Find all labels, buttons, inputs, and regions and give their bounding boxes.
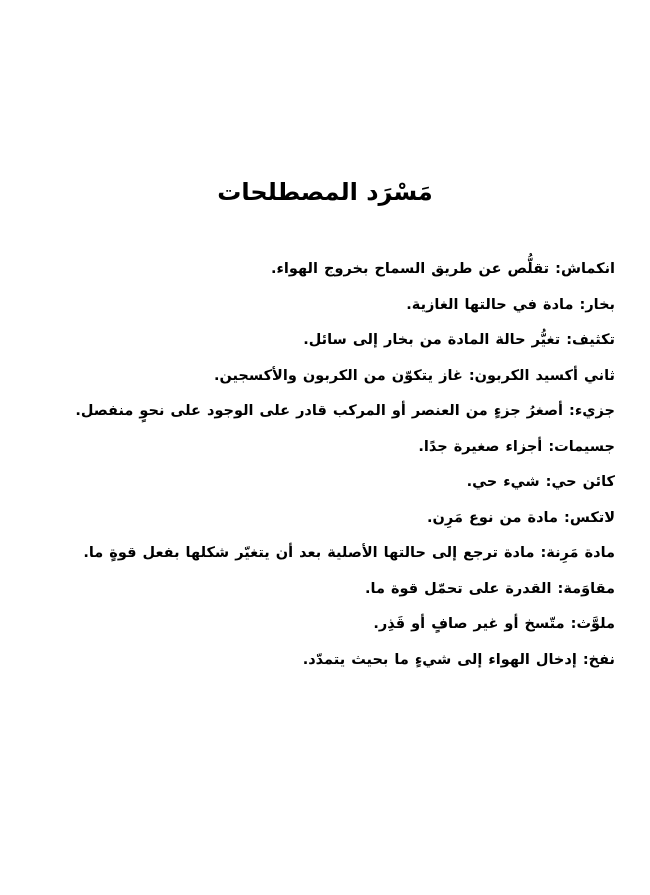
glossary-entry xyxy=(40,501,615,537)
glossary-term: مقاوَمة xyxy=(563,580,615,597)
glossary-definition: تغيُّر حالة المادة من بخار إلى سائل. xyxy=(303,332,561,348)
glossary-term: كائن حي xyxy=(551,474,615,490)
glossary-entry xyxy=(40,465,615,501)
term-separator: : xyxy=(542,438,555,455)
term-separator: : xyxy=(562,403,575,419)
glossary-term: جزيء xyxy=(574,403,615,419)
glossary-term: انكماش xyxy=(560,261,615,277)
glossary-entry xyxy=(40,643,615,679)
glossary-entry xyxy=(40,572,615,608)
glossary-entry xyxy=(40,323,615,359)
glossary-definition: أجزاء صغيرة جدًا. xyxy=(418,438,543,455)
glossary-term: نفخ xyxy=(588,651,615,668)
term-separator: : xyxy=(549,261,561,277)
glossary-entry xyxy=(40,252,615,288)
glossary-definition: مادة ترجع إلى حالتها الأصلية بعد أن يتغيّر شكلها بفعل قوةٍ ما. xyxy=(83,545,535,561)
glossary-entry xyxy=(40,430,615,466)
term-separator: : xyxy=(557,509,570,526)
term-separator: : xyxy=(560,332,573,348)
glossary-entry xyxy=(40,359,615,395)
glossary-list xyxy=(40,252,615,678)
glossary-definition: أصغرُ جزءٍ من العنصر أو المركب قادر على الوجود على نحوٍ منفصل. xyxy=(75,403,563,419)
glossary-term: لاتكس xyxy=(569,509,615,526)
glossary-term: جسيمات xyxy=(554,438,615,455)
glossary-term: مادة مَرِنة xyxy=(546,545,615,561)
glossary-entry xyxy=(40,394,615,430)
term-separator: : xyxy=(462,367,475,384)
glossary-term: ملوَّث xyxy=(576,616,615,632)
term-separator: : xyxy=(564,616,577,632)
page-title: مَسْرَد المصطلحات xyxy=(217,178,433,206)
glossary-definition: غاز يتكوّن من الكربون والأكسجين. xyxy=(213,367,463,384)
glossary-definition: مادة في حالتها الغازية. xyxy=(406,296,574,313)
glossary-definition: القدرة على تحمّل قوة ما. xyxy=(365,580,552,597)
term-separator: : xyxy=(551,580,564,597)
glossary-term: بخار xyxy=(585,296,615,313)
term-separator: : xyxy=(539,474,552,490)
glossary-definition: إدخال الهواء إلى شيءٍ ما بحيث يتمدّد. xyxy=(302,651,577,668)
glossary-entry xyxy=(40,536,615,572)
term-separator: : xyxy=(534,545,547,561)
term-separator: : xyxy=(576,651,589,668)
glossary-term: ثاني أكسيد الكربون xyxy=(474,367,615,384)
glossary-definition: شيء حي. xyxy=(466,474,540,490)
glossary-entry xyxy=(40,288,615,324)
glossary-definition: مادة من نوع مَرِن. xyxy=(427,509,558,526)
glossary-definition: تقلُّص عن طريق السماح بخروج الهواء. xyxy=(271,261,550,277)
glossary-definition: متّسخ أو غير صافٍ أو قَذِر. xyxy=(373,616,565,632)
glossary-entry xyxy=(40,607,615,643)
glossary-term: تكثيف xyxy=(572,332,615,348)
term-separator: : xyxy=(573,296,586,313)
